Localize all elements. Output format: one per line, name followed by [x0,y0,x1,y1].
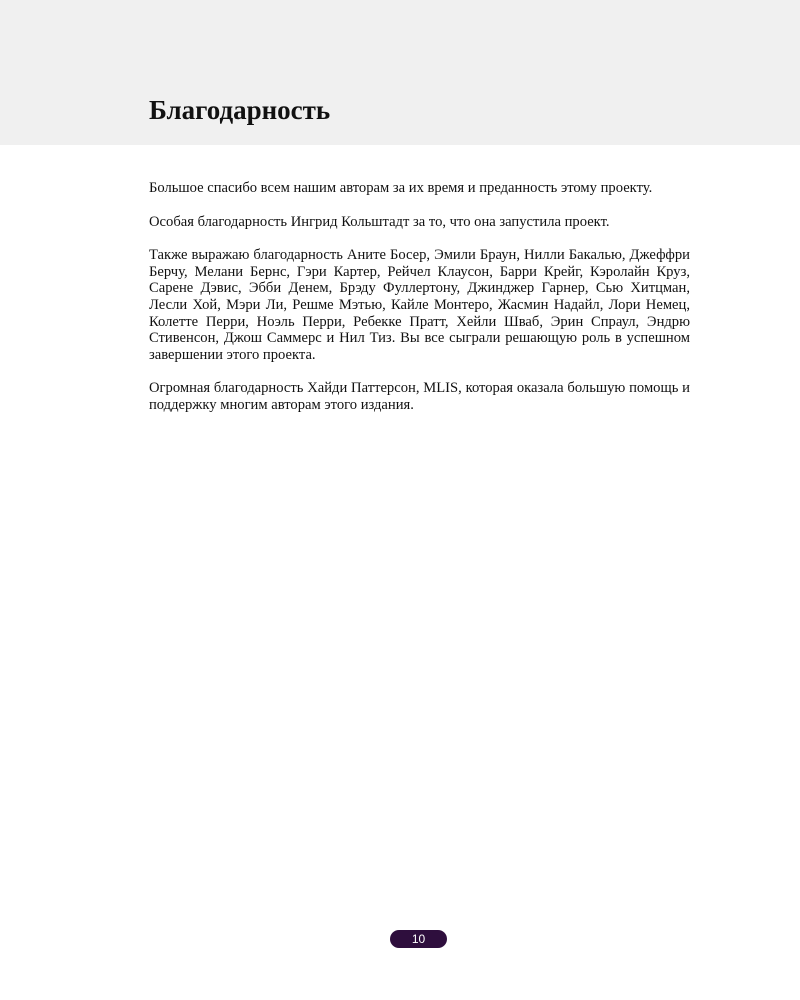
paragraph-contributors-list: Также выражаю благодарность Аните Босер, Эмили Браун, Нилли Бакалью, Джеффри Берчу, Мелани Бернс, Гэри Картер, Рейчел Клаусон, Барри Крейг, Кэролайн Круз, Сарене Дэвис, Эбби Денем, Брэду Фуллертону, Джинджер Гарнер, Сью Хитцман, Лесли Хой, Мэри Ли, Решме Мэтью, Кайле Монтеро, Жасмин Надайл, Лори Немец, Колетте Перри, Ноэль Перри, Ребекке Пратт, Хейли Шваб, Эрин Спраул, Эндрю Стивенсон, Джош Саммерс и Нил Тиз. Вы все сыграли решающую роль в успешном завершении этого проекта. [149,247,690,363]
paragraph-thanks-authors: Большое спасибо всем нашим авторам за их время и преданность этому проекту. [149,180,653,196]
header-band [0,0,800,145]
paragraph-final-thanks: Огромная благодарность Хайди Паттерсон, MLIS, которая оказала большую помощь и поддержку многим авторам этого издания. [149,380,690,413]
acknowledgements-body [149,180,690,431]
page-number-badge: 10 [390,930,447,948]
page-title: Благодарность [149,95,331,125]
paragraph-special-thanks: Особая благодарность Ингрид Кольштадт за то, что она запустила проект. [149,213,610,230]
